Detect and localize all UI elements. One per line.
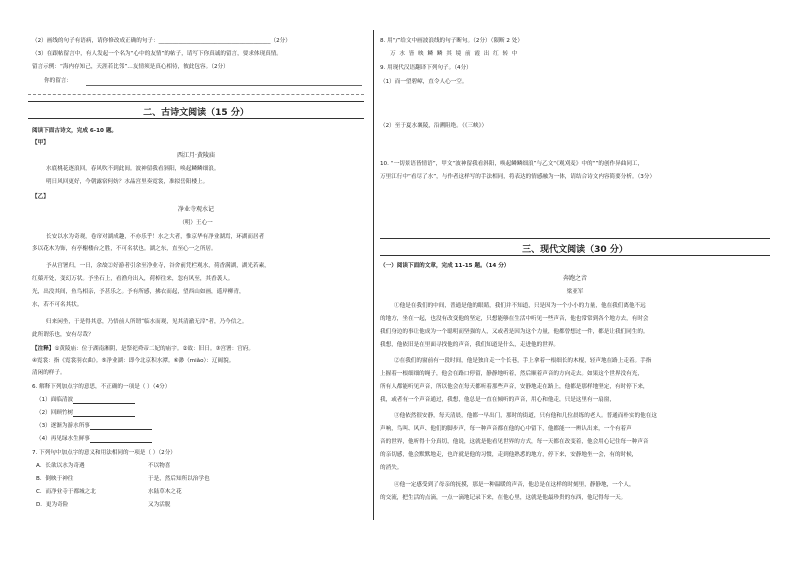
essay-p2c: 所有人都能听见声音，所以他会在每天都听着那些声音，安静地走在路上，他都是那样地坚定，有时停下来， — [380, 384, 649, 390]
essay-title: 奔跑之音 — [562, 275, 587, 282]
q7-b1[interactable]: B．倒映于神往 — [36, 476, 74, 482]
poem-line-2: 明日风回更好，今朝露宿何妨？水晶宫里奏霓裳，准拟岳阳楼上。 — [46, 179, 209, 185]
essay-p4a: ④他一定感受到了母亲的抚摸，那是一种温暖的声音，他总是在这样的时刻里，静静地，一个人， — [394, 482, 635, 488]
notes-line-1: ①黄陵庙：位于湖南湘阴，是祭祀舜帝二妃的庙宇。②故：旧日。③宫署：官府。 — [54, 346, 255, 352]
q7-b2: 于是，然后知所以治学也 — [148, 476, 210, 482]
yi-label: 【乙】 — [32, 194, 49, 200]
instruction: 阅读下面古诗文，完成 6-10 题。 — [32, 128, 118, 134]
essay-author: 梁亚军 — [566, 289, 584, 295]
essay-p3c: 音的世界，他听得十分真切，他说，这就是他看见世界的方式，每一天都在改变着，他会用心记住每一种声音 — [380, 439, 649, 445]
essay-p1d: 我想，他依旧是在里面寻找他的声音，我们知道是什么，走进他的世界。 — [380, 342, 560, 348]
essay-p2a: ②在我们的窗前有一段时间，他是独自走一个长巷，手上拿着一根细长的木棍，轻声地在路上走着。手指 — [394, 358, 652, 364]
essay-p2b: 上握着一根细细的绳子，他会在路口停留，静静地听着，然后顺着声音的方向走去。如果这个世界没有光， — [380, 371, 643, 377]
q9-1: （1）而一望碧嶂，直令人心一空。 — [380, 79, 468, 85]
prose-p2a: 予从宫署归，一日，余故②好游者引余至净业寺，谷舍前凭栏观水，荷香满湖，湖光若素， — [46, 263, 270, 269]
reply-line-2 — [28, 94, 364, 95]
prose-p1b: 多以花木为饰，有亭榭楼台之胜，不可名状也。湖之东，直至心一之所居。 — [32, 246, 217, 252]
q10-line-1: 10. “一切景语皆情语”，甲文“波神留我看斜阳，唤起鳞鳞细浪”与乙文“《观刈麦》中的“”的创作异曲同工， — [380, 161, 644, 167]
prose-p1a: 长安以水为奇观，卷帘对湖成趣，不亦乐乎！水之大者，惟京华有净业湖焉，环湖而居者 — [46, 234, 265, 240]
q6-1-blank[interactable] — [73, 397, 135, 404]
essay-p3b: 声响，鸟叫、风声、他们的脚步声，每一种声音都在他的心中留下，他都能一一辨认出来，一个有着声 — [380, 426, 632, 432]
q6-1: （1）面临清波 — [36, 397, 74, 403]
essay-p1b: 的地方，坐在一起，也没有改变他的坚定，只想能够在生活中听见一些声音，他也常常到各个地方去，有时会 — [380, 316, 649, 322]
reply-line — [86, 85, 362, 86]
q7-a2: 不以物喜 — [148, 463, 171, 469]
poem-line-1: 水底桃花逐浪回，春风吹不到此间。波神留我看斜阳，唤起鳞鳞细浪。 — [46, 166, 220, 172]
notes-line-3: 清闲的样子。 — [32, 370, 66, 376]
essay-p1c: 我们身边的事让他成为一个聪明而坚强的人，又或者是因为这个力量，他都曾想过一件，都是让我们同生的。 — [380, 329, 649, 335]
section3-title: 三、现代文阅读（30 分） — [522, 245, 628, 255]
q7-c2: 水陆草木之花 — [148, 489, 182, 495]
prose-p2d: 水，若不可名其状。 — [32, 302, 83, 308]
q10-line-2: 万里江行中“看尽了水”，与作者这样写的手法相同，将表达的情感融为一体，请结合诗文内容简要分析。（3分） — [380, 174, 656, 180]
essay-p3a: ③他依然很安静，每天清晨，他都一早出门，那时的街道，只有他和几位晨练的老人。普通而朴实的他在这 — [394, 413, 657, 419]
q7-c1[interactable]: C．而净业寺于都城之北 — [36, 489, 96, 495]
q-sub3: （3）在跟帖留言中，有人发起一个名为“心中的友情”的帖子，请写下你真诚的留言，要求体现真情。 — [32, 51, 282, 57]
essay-p4b: 的交流，把生活的点滴，一点一滴地记录下来，在他心里，这就是他最珍贵的东西，他记得每一天。 — [380, 495, 627, 501]
q6-4-blank[interactable] — [90, 436, 152, 443]
left-column — [28, 30, 364, 562]
q6-4: （4）再见绿水生鲜事 — [36, 436, 90, 442]
prose-p3a: 归来闲坐，于是得其意，乃悟前人所谓“临水而观，见其清澈无滓”者，乃今信之。 — [46, 319, 248, 325]
q7-d2: 又为活脱 — [148, 502, 171, 508]
sub1: （一）阅读下面的文章，完成 11-15 题。（14 分） — [380, 263, 510, 269]
q8-text: 万 水 皆 映 鳞 鳞 其 境 前 霞 出 红 转 中 — [390, 51, 519, 57]
prose-p2c: 光，出没其间，鱼鸟相亲，予甚乐之。予有所感，拂衣而起，望西山如画，遥岸柳青， — [32, 289, 245, 295]
q-sub2: （2）画线的句子有语病，请你修改成正确的句子：________________________________________（2分） — [32, 38, 291, 44]
q7-d1[interactable]: D．更为奇险 — [36, 502, 69, 508]
q8: 8. 用“/”给文中画波浪线的句子断句。（2分）（限断 2 处） — [380, 38, 523, 44]
poem-title: 西江月·黄陵庙 — [177, 152, 215, 159]
q6-2-blank[interactable] — [73, 410, 135, 417]
prose-p2b: 红蕖开处，变幻万状。予坐石上，看渔舟出入，荷棹往来，忽有风至，其香袭人。 — [32, 276, 234, 282]
jia-label: 【甲】 — [32, 140, 49, 146]
q9: 9. 用现代汉语翻译下列句子。（4分） — [380, 65, 472, 71]
q7-a1[interactable]: A．长欲以水为奇遇 — [36, 463, 85, 469]
column-divider — [373, 30, 374, 520]
notes-label: 【注释】 — [32, 346, 55, 352]
notes-line-2: ④霓裳：指《霓裳羽衣曲》。⑤净业湖：即今北京积水潭。⑥渺（miǎo）：辽阔貌。 — [32, 358, 235, 364]
prose-author: （明）王心一 — [179, 220, 213, 226]
q9-2: （2）至于夏水襄陵，沿溯阻绝。（《三峡》） — [380, 123, 488, 129]
q6-3: （3）逐渐为游水所事 — [36, 423, 90, 429]
prose-p3b: 此所谓乐也，安有尽哉？ — [32, 332, 94, 338]
section3-banner — [380, 238, 770, 256]
right-column — [380, 30, 770, 562]
q7: 7. 下列句中加点字的意义和用法相同的一项是（ ）（2分） — [32, 450, 176, 456]
note-example: 留言示例：“海内存知己，天涯若比邻”…友情须是真心相待，彼此包容。（2分） — [32, 64, 229, 70]
q6-3-blank[interactable] — [90, 423, 152, 430]
your-reply-label: 你的留言： — [44, 78, 72, 84]
section2-banner — [28, 101, 364, 119]
section2-title: 二、古诗文阅读（15 分） — [143, 108, 249, 118]
essay-p3d: 的亲切感，他会默默地走，也许就是他的习惯，走到他熟悉的地方，停下来，安静地坐一会，有的时候， — [380, 452, 638, 458]
essay-p1a: ①他是在我们的中间，普通是他的眼睛，我们并不知道，只是因为一个小小的力量，他在我们离他不远 — [394, 303, 646, 309]
q6: 6. 解释下列加点字的意思，不正确的一项是（ ）（4分） — [32, 384, 171, 390]
essay-p2d: 我，或者有一个声音通过，我想，他总是一直在倾听的声音，用心和他走，只是这里有一扇窗， — [380, 397, 615, 403]
q6-2: （2）回顾竹树 — [36, 410, 74, 416]
essay-p3e: 的消失。 — [380, 465, 403, 471]
prose-title: 净业寺观水记 — [177, 206, 214, 213]
